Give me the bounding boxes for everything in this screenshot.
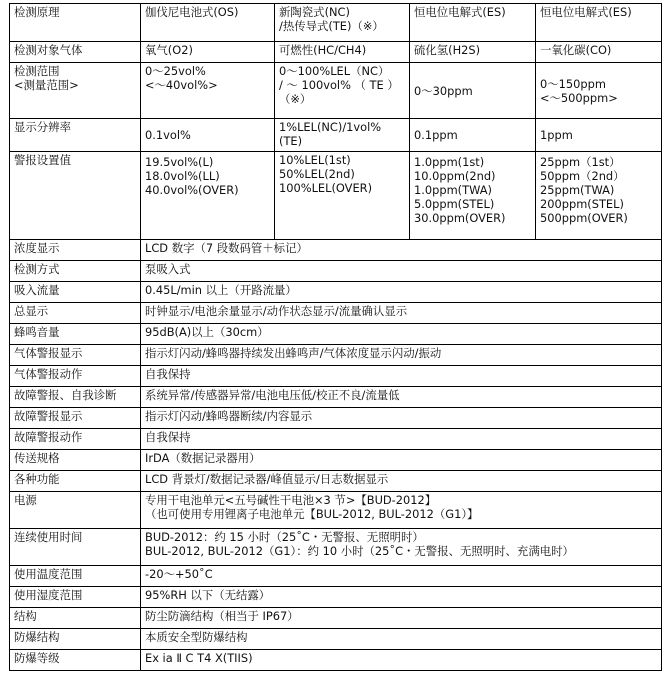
range-nc-line1: 0～100%LEL（NC） <box>279 64 390 78</box>
range-co-line1: 0～150ppm <box>540 76 606 91</box>
label-resolution: 显示分辨率 <box>10 119 141 152</box>
label-general-display: 总显示 <box>10 303 141 324</box>
label-suction-flow: 吸入流量 <box>10 282 141 303</box>
alarm-h2s-line5: 30.0ppm(OVER) <box>414 211 506 225</box>
row-temperature-range <box>10 566 662 587</box>
label-concentration-display: 浓度显示 <box>10 240 141 261</box>
label-structure: 结构 <box>10 608 141 629</box>
row-fault-alarm-display <box>10 408 662 429</box>
alarm-co-line1: 25ppm（1st） <box>540 155 621 169</box>
resolution-os: 0.1vol% <box>141 119 275 152</box>
value-explosion-proof-structure: 本质安全型防爆结构 <box>141 629 662 650</box>
alarm-os-line3: 40.0vol%(OVER) <box>145 183 239 197</box>
continuous-line2: BUL-2012, BUL-2012（G1）：约 10 小时（25˚C・无警报、无照明时、充满电时） <box>145 544 574 558</box>
continuous-line1: BUD-2012：约 15 小时（25˚C・无警报、无照明时） <box>145 530 424 544</box>
row-power <box>10 492 662 529</box>
value-fault-self-diagnosis: 系统异常/传感器异常/电池电压低/校正不良/流量低 <box>141 387 662 408</box>
alarm-h2s <box>410 152 536 240</box>
resolution-nc-line1: 1%LEL(NC)/1vol% <box>279 120 382 134</box>
row-general-display <box>10 303 662 324</box>
row-humidity-range <box>10 587 662 608</box>
resolution-h2s: 0.1ppm <box>410 119 536 152</box>
value-gas-alarm-action: 自我保持 <box>141 366 662 387</box>
value-power <box>141 492 662 529</box>
alarm-nc <box>275 152 410 240</box>
alarm-h2s-line2: 10.0ppm(2nd) <box>414 169 496 183</box>
row-suction-flow <box>10 282 662 303</box>
label-continuous-use: 连续使用时间 <box>10 529 141 566</box>
value-humidity-range: 95%RH 以下（无结露） <box>141 587 662 608</box>
label-power: 电源 <box>10 492 141 529</box>
principle-nc <box>275 4 410 42</box>
label-range-line1: 检测范围 <box>14 64 60 78</box>
row-fault-self-diagnosis <box>10 387 662 408</box>
principle-nc-line1: 新陶瓷式(NC) <box>279 5 350 19</box>
alarm-nc-line1: 10%LEL(1st) <box>279 153 351 167</box>
row-buzzer-volume <box>10 324 662 345</box>
value-explosion-proof-grade: Ex ia Ⅱ C T4 X(TIIS) <box>141 650 662 671</box>
row-detection-method <box>10 261 662 282</box>
row-gas <box>10 42 662 63</box>
range-nc-line2: / ～ 100vol% （ TE ） <box>279 78 399 92</box>
row-explosion-proof-structure <box>10 629 662 650</box>
alarm-co-line4: 200ppm(STEL) <box>540 197 624 211</box>
value-suction-flow: 0.45L/min 以上（开路流量） <box>141 282 662 303</box>
alarm-nc-line2: 50%LEL(2nd) <box>279 167 355 181</box>
range-h2s: 0～30ppm <box>410 63 536 119</box>
row-resolution <box>10 119 662 152</box>
label-alarm: 警报设置值 <box>10 152 141 240</box>
row-structure <box>10 608 662 629</box>
row-transmission-spec <box>10 450 662 471</box>
label-gas: 检测对象气体 <box>10 42 141 63</box>
row-gas-alarm-display <box>10 345 662 366</box>
label-functions: 各种功能 <box>10 471 141 492</box>
gas-co: 一氧化碳(CO) <box>536 42 662 63</box>
range-os-line2: <～40vol%> <box>145 78 218 92</box>
label-fault-alarm-action: 故障警报动作 <box>10 429 141 450</box>
row-alarm <box>10 152 662 240</box>
row-gas-alarm-action <box>10 366 662 387</box>
resolution-nc-line2: (TE) <box>279 134 303 148</box>
alarm-co-line2: 50ppm（2nd） <box>540 169 625 183</box>
spec-table <box>9 3 662 671</box>
label-temperature-range: 使用温度范围 <box>10 566 141 587</box>
label-detection-method: 检测方式 <box>10 261 141 282</box>
resolution-nc <box>275 119 410 152</box>
alarm-h2s-line4: 5.0ppm(STEL) <box>414 197 495 211</box>
label-buzzer-volume: 蜂鸣音量 <box>10 324 141 345</box>
label-range <box>10 63 141 119</box>
value-functions: LCD 背景灯/数据记录器/峰值显示/日志数据显示 <box>141 471 662 492</box>
principle-h2s: 恒电位电解式(ES) <box>410 4 536 42</box>
resolution-co: 1ppm <box>536 119 662 152</box>
row-continuous-use <box>10 529 662 566</box>
alarm-os-line2: 18.0vol%(LL) <box>145 169 220 183</box>
label-range-line2: <测量范围> <box>14 78 79 92</box>
label-fault-alarm-display: 故障警报显示 <box>10 408 141 429</box>
principle-os: 伽伐尼电池式(OS) <box>141 4 275 42</box>
gas-os: 氧气(O2) <box>141 42 275 63</box>
principle-nc-line2: /热传导式(TE)（※） <box>279 19 384 33</box>
label-gas-alarm-display: 气体警报显示 <box>10 345 141 366</box>
value-concentration-display: LCD 数字（7 段数码管＋标记） <box>141 240 662 261</box>
value-temperature-range: -20～+50˚C <box>141 566 662 587</box>
value-fault-alarm-action: 自我保持 <box>141 429 662 450</box>
alarm-h2s-line3: 1.0ppm(TWA) <box>414 183 492 197</box>
row-fault-alarm-action <box>10 429 662 450</box>
power-line1: 专用干电池单元<五号碱性干电池×3 节>【BUD-2012】 <box>145 493 437 507</box>
range-os-line1: 0～25vol% <box>145 64 206 78</box>
value-detection-method: 泵吸入式 <box>141 261 662 282</box>
range-os <box>141 63 275 119</box>
value-gas-alarm-display: 指示灯闪动/蜂鸣器持续发出蜂鸣声/气体浓度显示闪动/振动 <box>141 345 662 366</box>
alarm-os-line1: 19.5vol%(L) <box>145 155 214 169</box>
power-line2: （也可使用专用锂离子电池单元【BUL-2012, BUL-2012（G1）】 <box>145 507 479 521</box>
range-nc <box>275 63 410 119</box>
range-co-line2: <～500ppm> <box>540 90 618 105</box>
row-range <box>10 63 662 119</box>
alarm-co <box>536 152 662 240</box>
row-principle <box>10 4 662 42</box>
row-concentration-display <box>10 240 662 261</box>
value-fault-alarm-display: 指示灯闪动/蜂鸣器断续/内容显示 <box>141 408 662 429</box>
label-gas-alarm-action: 气体警报动作 <box>10 366 141 387</box>
alarm-nc-line3: 100%LEL(OVER) <box>279 181 373 195</box>
alarm-co-line3: 25ppm(TWA) <box>540 183 615 197</box>
gas-nc: 可燃性(HC/CH4) <box>275 42 410 63</box>
value-transmission-spec: IrDA（数据记录器用） <box>141 450 662 471</box>
alarm-co-line5: 500ppm(OVER) <box>540 211 628 225</box>
gas-h2s: 硫化氢(H2S) <box>410 42 536 63</box>
label-principle: 检测原理 <box>10 4 141 42</box>
value-structure: 防尘防滴结构（相当于 IP67） <box>141 608 662 629</box>
value-buzzer-volume: 95dB(A)以上（30cm） <box>141 324 662 345</box>
row-functions <box>10 471 662 492</box>
value-continuous-use <box>141 529 662 566</box>
label-transmission-spec: 传送规格 <box>10 450 141 471</box>
row-explosion-proof-grade <box>10 650 662 671</box>
range-co <box>536 63 662 119</box>
value-general-display: 时钟显示/电池余量显示/动作状态显示/流量确认显示 <box>141 303 662 324</box>
label-humidity-range: 使用湿度范围 <box>10 587 141 608</box>
label-explosion-proof-grade: 防爆等级 <box>10 650 141 671</box>
alarm-h2s-line1: 1.0ppm(1st) <box>414 155 485 169</box>
label-explosion-proof-structure: 防爆结构 <box>10 629 141 650</box>
alarm-os <box>141 152 275 240</box>
principle-co: 恒电位电解式(ES) <box>536 4 662 42</box>
label-fault-self-diagnosis: 故障警报、自我诊断 <box>10 387 141 408</box>
range-nc-line3: （※） <box>279 92 312 106</box>
